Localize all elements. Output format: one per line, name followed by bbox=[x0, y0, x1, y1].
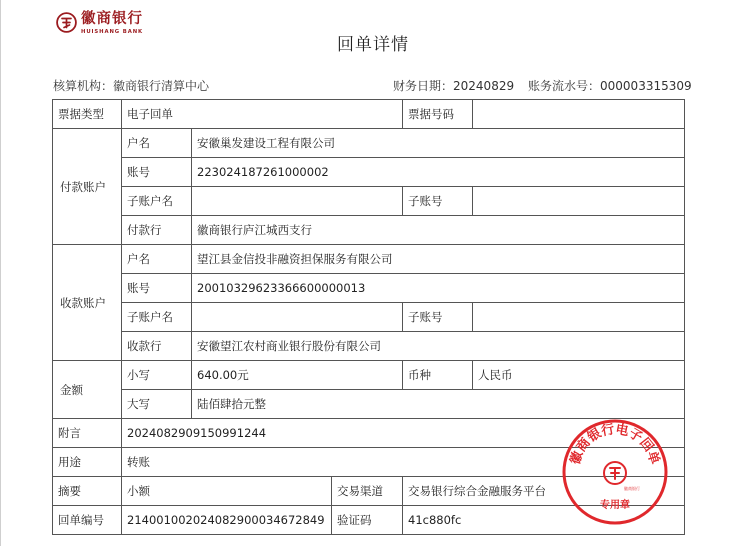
bill-number-label: 票据号码 bbox=[403, 100, 473, 129]
table-row bbox=[53, 274, 685, 303]
table-row bbox=[53, 129, 685, 158]
table-row bbox=[53, 216, 685, 245]
payee-sub-account-value bbox=[473, 303, 685, 332]
serial-number-value: 000003315309 bbox=[600, 79, 692, 93]
payer-sub-account-label: 子账号 bbox=[403, 187, 473, 216]
verify-code-label: 验证码 bbox=[332, 506, 403, 535]
table-row bbox=[53, 332, 685, 361]
financial-date-label: 财务日期： bbox=[393, 79, 454, 93]
seal-text-bottom: 专用章 bbox=[600, 500, 630, 511]
payer-bank-value: 徽商银行庐江城西支行 bbox=[192, 216, 685, 245]
payee-bank-value: 安徽望江农村商业银行股份有限公司 bbox=[192, 332, 685, 361]
remark-value: 2024082909150991244 bbox=[122, 419, 685, 448]
payee-name-label: 户名 bbox=[122, 245, 192, 274]
remark-label: 附言 bbox=[53, 419, 122, 448]
receipt-number-value: 2140010020240829000346​72849 bbox=[122, 506, 332, 535]
amount-upper-value: 陆佰肆拾元整 bbox=[192, 390, 685, 419]
table-row bbox=[53, 303, 685, 332]
payer-sub-name-label: 子账户名 bbox=[122, 187, 192, 216]
amount-lower-value: 640.00元 bbox=[192, 361, 403, 390]
payer-bank-label: 付款行 bbox=[122, 216, 192, 245]
table-row bbox=[53, 245, 685, 274]
seal-text-small: 徽商银行 bbox=[624, 486, 640, 491]
left-edge-divider bbox=[0, 0, 1, 546]
currency-label: 币种 bbox=[403, 361, 473, 390]
bill-type-value: 电子回单 bbox=[122, 100, 403, 129]
bill-type-label: 票据类型 bbox=[53, 100, 122, 129]
table-row bbox=[53, 100, 685, 129]
payer-account-label: 账号 bbox=[122, 158, 192, 187]
amount-group-label: 金额 bbox=[53, 361, 122, 419]
payee-sub-account-label: 子账号 bbox=[403, 303, 473, 332]
receipt-number-label: 回单编号 bbox=[53, 506, 122, 535]
payer-name-value: 安徽巢发建设工程有限公司 bbox=[192, 129, 685, 158]
accounting-org bbox=[53, 77, 209, 94]
page-title: 回单详情 bbox=[337, 35, 409, 55]
summary-value: 小额 bbox=[122, 477, 332, 506]
serial-number bbox=[528, 77, 692, 94]
accounting-org-value: 徽商银行清算中心 bbox=[113, 79, 210, 93]
table-row bbox=[53, 187, 685, 216]
payer-sub-name-value bbox=[192, 187, 403, 216]
verify-code-value: 41c880fc bbox=[403, 506, 685, 535]
payer-account-value: 223024187261000002 bbox=[192, 158, 685, 187]
payer-group-label: 付款账户 bbox=[53, 129, 122, 245]
purpose-value: 转账 bbox=[122, 448, 685, 477]
bill-number-value bbox=[473, 100, 685, 129]
serial-number-label: 账务流水号： bbox=[528, 79, 601, 93]
payer-name-label: 户名 bbox=[122, 129, 192, 158]
payee-name-value: 望江县金信投非融资担保服务有限公司 bbox=[192, 245, 685, 274]
channel-value: 交易银行综合金融服务平台 bbox=[403, 477, 685, 506]
accounting-org-label: 核算机构： bbox=[53, 79, 114, 93]
seal-text-top: 徽商银行电子回单 bbox=[568, 422, 662, 467]
payee-account-label: 账号 bbox=[122, 274, 192, 303]
financial-date bbox=[393, 77, 514, 94]
bank-name-cn: 徽商银行 bbox=[81, 11, 143, 27]
financial-date-value: 20240829 bbox=[453, 79, 515, 93]
channel-label: 交易渠道 bbox=[332, 477, 403, 506]
table-row bbox=[53, 158, 685, 187]
table-row bbox=[53, 361, 685, 390]
bank-name-en: HUISHANG BANK bbox=[81, 29, 144, 35]
payee-bank-label: 收款行 bbox=[122, 332, 192, 361]
payee-group-label: 收款账户 bbox=[53, 245, 122, 361]
payee-sub-name-label: 子账户名 bbox=[122, 303, 192, 332]
svg-text:徽商银行电子回单 bbox=[567, 421, 663, 466]
amount-upper-label: 大写 bbox=[122, 390, 192, 419]
payer-sub-account-value bbox=[473, 187, 685, 216]
payee-account-value: 20010329623366600000013 bbox=[192, 274, 685, 303]
currency-value: 人民币 bbox=[473, 361, 685, 390]
summary-label: 摘要 bbox=[53, 477, 122, 506]
amount-lower-label: 小写 bbox=[122, 361, 192, 390]
purpose-label: 用途 bbox=[53, 448, 122, 477]
table-row bbox=[53, 390, 685, 419]
official-seal-stamp bbox=[561, 418, 669, 526]
payee-sub-name-value bbox=[192, 303, 403, 332]
